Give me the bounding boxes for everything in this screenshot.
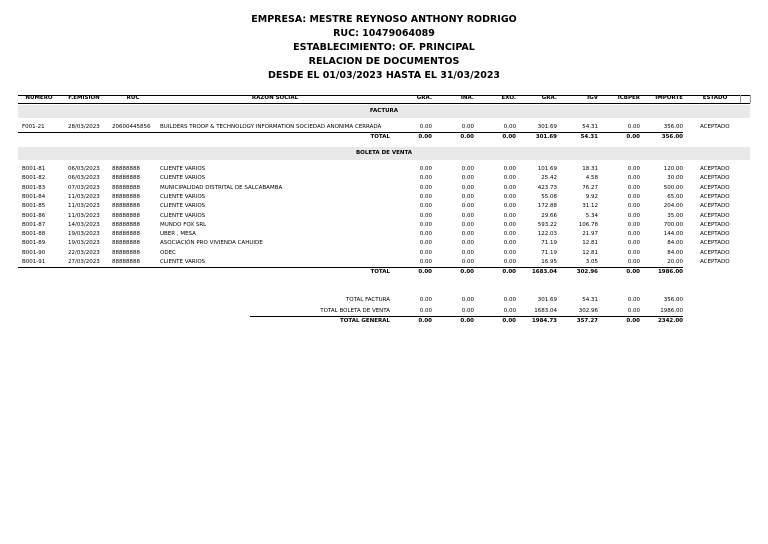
table-cell: 88888888 (112, 193, 140, 200)
table-cell: ACEPTADO (700, 184, 730, 191)
table-cell: 88888888 (112, 240, 140, 247)
table-cell: CLIENTE VARIOS (160, 166, 206, 172)
column-header: NUMERO (25, 95, 53, 101)
table-cell: 0.00 (627, 249, 640, 256)
table-cell: 88888888 (112, 166, 140, 172)
total-rule (18, 132, 683, 133)
table-cell: 54.31 (582, 124, 598, 130)
total-label: TOTAL (370, 134, 390, 140)
table-cell: B001-86 (22, 212, 46, 219)
table-cell: 0.00 (503, 203, 516, 210)
table-cell: 4.58 (585, 175, 598, 182)
total-value: 0.00 (418, 134, 432, 140)
table-cell: B001-83 (22, 184, 46, 191)
column-header: RAZON SOCIAL (251, 95, 299, 101)
company-name: EMPRESA: MESTRE REYNOSO ANTHONY RODRIGO (251, 14, 517, 25)
table-cell: 0.00 (461, 166, 474, 172)
table-cell: 0.00 (503, 193, 516, 200)
total-value: 0.00 (418, 269, 432, 276)
table-cell: 0.00 (461, 175, 474, 182)
table-cell: 0.00 (461, 193, 474, 200)
total-value: 301.69 (535, 134, 557, 140)
table-cell: 0.00 (503, 249, 516, 256)
table-cell: 11/03/2023 (68, 203, 100, 210)
header-divider (750, 95, 751, 103)
table-cell: 88888888 (112, 259, 140, 265)
table-cell: 19/03/2023 (68, 231, 100, 238)
total-value: 302.96 (576, 269, 598, 276)
table-cell: ACEPTADO (700, 175, 730, 182)
table-cell: 0.00 (461, 231, 474, 238)
table-cell: 88888888 (112, 221, 140, 228)
table-cell: 101.69 (537, 166, 557, 172)
establishment: ESTABLECIMIENTO: OF. PRINCIPAL (293, 42, 475, 53)
column-header: INA. (460, 95, 474, 101)
table-cell: 0.00 (419, 231, 432, 238)
table-cell: 29.66 (541, 212, 557, 219)
header-bottom-rule (18, 103, 750, 104)
table-cell: 21.97 (582, 231, 598, 238)
table-cell: CLIENTE VARIOS (160, 175, 206, 182)
summary-value: 357.27 (576, 318, 598, 324)
table-cell: B001-91 (22, 259, 46, 265)
table-cell: 0.00 (419, 193, 432, 200)
total-value: 0.00 (460, 134, 474, 140)
table-cell: 11/03/2023 (68, 193, 100, 200)
table-cell: ACEPTADO (700, 212, 730, 219)
table-cell: 356.00 (663, 124, 683, 130)
table-cell: 11/03/2023 (68, 212, 100, 219)
table-cell: 88888888 (112, 231, 140, 238)
table-cell: 204.00 (663, 203, 683, 210)
table-cell: 0.00 (503, 166, 516, 172)
table-cell: 0.00 (419, 212, 432, 219)
summary-value: 0.00 (503, 297, 516, 303)
column-header: IGV (587, 95, 598, 101)
summary-value: 0.00 (461, 297, 474, 303)
table-cell: 0.00 (503, 259, 516, 265)
table-cell: 0.00 (419, 249, 432, 256)
table-cell: 0.00 (419, 240, 432, 247)
table-cell: B001-84 (22, 193, 46, 200)
table-cell: 22/03/2023 (68, 249, 100, 256)
table-cell: 0.00 (627, 231, 640, 238)
summary-value: 356.00 (663, 297, 683, 303)
column-header: ESTADO (702, 95, 728, 101)
table-cell: ACEPTADO (700, 166, 730, 172)
summary-value: 301.69 (537, 297, 557, 303)
table-cell: 0.00 (461, 249, 474, 256)
table-cell: 0.00 (627, 166, 640, 172)
column-header: GRA. (416, 95, 432, 101)
total-value: 0.00 (502, 269, 516, 276)
table-cell: 0.00 (419, 175, 432, 182)
table-cell: 0.00 (419, 166, 432, 172)
summary-label: TOTAL FACTURA (345, 297, 390, 303)
table-cell: 65.00 (667, 193, 683, 200)
table-cell: ACEPTADO (700, 259, 730, 265)
table-cell: 0.00 (419, 203, 432, 210)
table-cell: 71.19 (541, 249, 557, 256)
table-cell: MUNICIPALIDAD DISTRITAL DE SALCABAMBA (160, 184, 283, 191)
table-cell: 0.00 (627, 184, 640, 191)
section-title: FACTURA (369, 108, 399, 114)
total-value: 54.31 (580, 134, 598, 140)
total-rule (18, 267, 683, 268)
table-cell: 3.05 (585, 259, 598, 265)
table-cell: CLIENTE VARIOS (160, 212, 206, 219)
summary-value: 0.00 (418, 318, 432, 324)
summary-value: 0.00 (461, 307, 474, 314)
table-cell: 19/03/2023 (68, 240, 100, 247)
table-cell: ACEPTADO (700, 249, 730, 256)
summary-value: 0.00 (503, 307, 516, 314)
summary-value: 0.00 (419, 297, 432, 303)
table-cell: 18.31 (582, 166, 598, 172)
table-cell: 0.00 (627, 259, 640, 265)
table-cell: 55.08 (541, 193, 557, 200)
column-header: RUC (126, 95, 140, 101)
table-cell: 106.78 (578, 221, 598, 228)
table-cell: 700.00 (663, 221, 683, 228)
table-cell: 0.00 (461, 124, 474, 130)
table-cell: B001-87 (22, 221, 46, 228)
table-cell: 88888888 (112, 175, 140, 182)
total-label: TOTAL (370, 269, 390, 276)
section-title: BOLETA DE VENTA (355, 150, 413, 156)
table-cell: 27/03/2023 (68, 259, 100, 265)
table-cell: B001-82 (22, 175, 46, 182)
total-value: 1986.00 (657, 269, 683, 276)
table-cell: CLIENTE VARIOS (160, 203, 206, 210)
table-cell: BUILDERS TROOP & TECHNOLOGY INFORMATION SOCIEDAD ANONIMA CERRADA (160, 124, 382, 130)
table-cell: 88888888 (112, 203, 140, 210)
table-cell: B001-85 (22, 203, 46, 210)
table-cell: 120.00 (663, 166, 683, 172)
table-cell: 71.19 (541, 240, 557, 247)
table-cell: B001-81 (22, 166, 46, 172)
table-cell: B001-88 (22, 231, 46, 238)
table-cell: ACEPTADO (700, 193, 730, 200)
total-value: 356.00 (661, 134, 683, 140)
table-cell: 0.00 (503, 231, 516, 238)
table-cell: 12.81 (582, 240, 598, 247)
table-cell: 301.69 (537, 124, 557, 130)
table-cell: 0.00 (503, 221, 516, 228)
summary-value: 302.96 (578, 307, 598, 314)
table-cell: 5.34 (585, 212, 598, 219)
table-cell: 06/03/2023 (68, 166, 100, 172)
table-cell: 0.00 (503, 212, 516, 219)
table-cell: 0.00 (461, 203, 474, 210)
summary-value: 2342.00 (657, 318, 683, 324)
table-cell: 0.00 (419, 221, 432, 228)
table-cell: 0.00 (461, 221, 474, 228)
date-range: DESDE EL 01/03/2023 HASTA EL 31/03/2023 (267, 70, 501, 81)
summary-value: 1984.73 (531, 318, 557, 324)
table-cell: 20600445856 (112, 124, 151, 130)
table-cell: 30.00 (667, 175, 683, 182)
table-cell: 06/03/2023 (68, 175, 100, 182)
table-cell: 84.00 (667, 240, 683, 247)
summary-value: 1683.04 (534, 307, 557, 314)
table-cell: 144.00 (663, 231, 683, 238)
total-value: 0.00 (502, 134, 516, 140)
total-value: 1683.04 (531, 269, 557, 276)
table-cell: ASOCIACIÓN PRO VIVIENDA CAHUIDE (160, 240, 263, 247)
table-cell: 0.00 (461, 240, 474, 247)
table-cell: ACEPTADO (700, 240, 730, 247)
table-cell: B001-90 (22, 249, 46, 256)
table-cell: 20.00 (667, 259, 683, 265)
table-cell: 0.00 (503, 184, 516, 191)
table-cell: MUNDO FOX SRL (160, 221, 207, 228)
column-header: EXO. (501, 95, 516, 101)
summary-value: 0.00 (419, 307, 432, 314)
table-cell: 423.73 (537, 184, 557, 191)
summary-label: TOTAL BOLETA DE VENTA (320, 307, 390, 314)
table-cell: UBER , MESA (160, 231, 196, 238)
table-cell: CLIENTE VARIOS (160, 259, 206, 265)
table-cell: 0.00 (627, 203, 640, 210)
column-header: IMPORTE (655, 95, 683, 101)
total-value: 0.00 (626, 134, 640, 140)
summary-value: 1986.00 (660, 307, 683, 314)
table-cell: 88888888 (112, 184, 140, 191)
header-divider (740, 95, 741, 103)
table-cell: 0.00 (627, 221, 640, 228)
column-header: ICBPER (617, 95, 640, 101)
table-cell: 88888888 (112, 212, 140, 219)
summary-value: 54.31 (582, 297, 598, 303)
table-cell: 0.00 (627, 124, 640, 130)
table-cell: ACEPTADO (700, 221, 730, 228)
column-header: GRA. (541, 95, 557, 101)
table-cell: ACEPTADO (700, 124, 730, 130)
table-cell: 0.00 (503, 175, 516, 182)
table-cell: 25.42 (541, 175, 557, 182)
table-cell: 0.00 (461, 259, 474, 265)
table-cell: 0.00 (419, 259, 432, 265)
summary-value: 0.00 (460, 318, 474, 324)
total-value: 0.00 (460, 269, 474, 276)
column-header: F.EMISION (68, 95, 100, 101)
table-cell: 07/03/2023 (68, 184, 100, 191)
table-cell: 31.12 (582, 203, 598, 210)
table-cell: 0.00 (503, 124, 516, 130)
summary-value: 0.00 (627, 297, 640, 303)
table-cell: 0.00 (419, 124, 432, 130)
table-cell: 0.00 (461, 184, 474, 191)
total-value: 0.00 (626, 269, 640, 276)
table-cell: 172.88 (537, 203, 557, 210)
table-cell: 0.00 (627, 193, 640, 200)
table-cell: 0.00 (461, 212, 474, 219)
table-cell: 76.27 (582, 184, 598, 191)
table-cell: 88888888 (112, 249, 140, 256)
table-cell: 84.00 (667, 249, 683, 256)
table-cell: 14/03/2023 (68, 221, 100, 228)
table-cell: 122.03 (537, 231, 557, 238)
table-cell: B001-89 (22, 240, 46, 247)
table-cell: 9.92 (585, 193, 598, 200)
table-cell: F001-21 (22, 124, 45, 130)
table-cell: 12.81 (582, 249, 598, 256)
table-cell: ACEPTADO (700, 203, 730, 210)
summary-value: 0.00 (502, 318, 516, 324)
table-cell: 593.22 (537, 221, 557, 228)
table-cell: 0.00 (627, 175, 640, 182)
table-cell: CLIENTE VARIOS (160, 193, 206, 200)
summary-label: TOTAL GENERAL (339, 318, 390, 324)
table-cell: 16.95 (541, 259, 557, 265)
company-ruc: RUC: 10479064089 (333, 28, 435, 39)
summary-value: 0.00 (627, 307, 640, 314)
table-cell: 0.00 (419, 184, 432, 191)
report-title: RELACION DE DOCUMENTOS (308, 56, 460, 67)
table-cell: 0.00 (503, 240, 516, 247)
table-cell: 0.00 (627, 240, 640, 247)
table-cell: ACEPTADO (700, 231, 730, 238)
table-cell: 0.00 (627, 212, 640, 219)
table-cell: 500.00 (663, 184, 683, 191)
table-cell: 28/03/2023 (68, 124, 100, 130)
table-cell: 35.00 (667, 212, 683, 219)
table-cell: ODEC (160, 249, 176, 256)
summary-rule (250, 316, 683, 317)
summary-value: 0.00 (626, 318, 640, 324)
